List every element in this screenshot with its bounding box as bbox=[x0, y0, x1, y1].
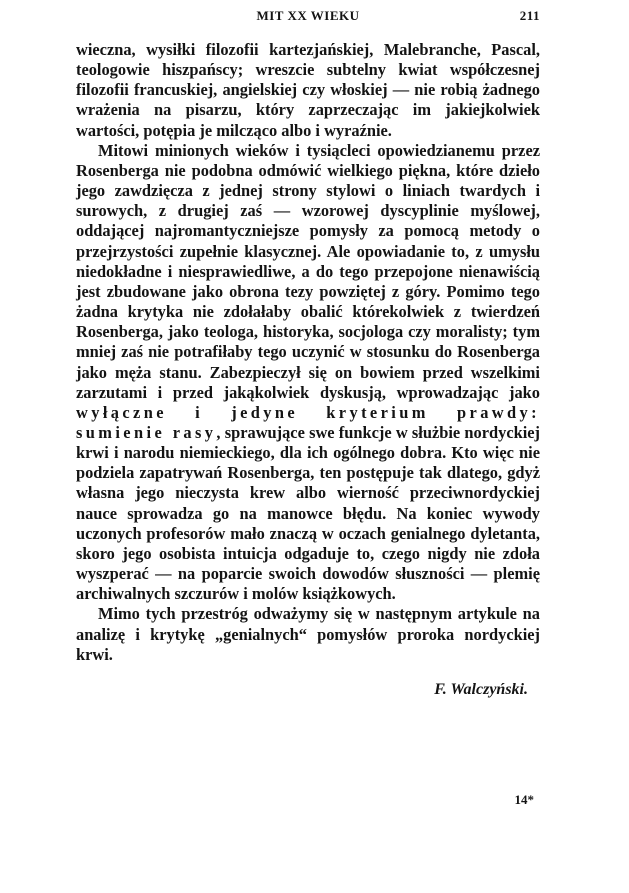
signature-mark: 14* bbox=[514, 792, 534, 807]
author-signature: F. Walczyński. bbox=[434, 681, 528, 698]
paragraph-3: Mimo tych przestróg odważymy się w następnym artykule na analizę i krytykę „genialnych“ pomysłów proroka nordyckiej krwi. bbox=[76, 604, 540, 664]
article-body bbox=[76, 40, 540, 665]
paragraph-2 bbox=[76, 141, 540, 605]
paragraph-1: wieczna, wysiłki filozofii kartezjańskiej, Malebranche, Pascal, teologowie hiszpańscy; wreszcie subtelny kwiat współczesnej filozofii francuskiej, angielskiej czy włoskiej — nie robią żadnego wrażenia na pisarzu, który zaprzeczając im jakiejkolwiek wartości, potępia je milcząco albo i wyraźnie. bbox=[76, 40, 540, 140]
running-title: MIT XX WIEKU bbox=[256, 8, 360, 23]
paragraph-2-spaced-emphasis: wyłączne i jedyne kryterium prawdy: sumienie rasy bbox=[76, 402, 540, 442]
running-head bbox=[76, 8, 540, 24]
paragraph-2-text-end: , sprawujące swe funkcje w służbie nordyckiej krwi i narodu niemieckiego, dla ich ogólnego dobra. Kto więc nie podziela zapatrywań Rosenberga, ten postępuje tak dlatego, gdyż własna jego nieczysta krew albo wierność przeciwnordyckiej nauce sprowadza go na manowce błędu. Na koniec wywody uczonych profesorów mało znaczą w oczach genialnego dyletanta, skoro jego osobista intuicja odgaduje to, czego nigdy nie zdoła wyszperać — na poparcie swoich dowodów słuszności — plemię archiwalnych szczurów i molów książkowych. bbox=[76, 422, 540, 604]
paragraph-2-text-start: Mitowi minionych wieków i tysiącleci opowiedzianemu przez Rosenberga nie podobna odmówić wielkiego piękna, które dzieło jego zawdzięcza z jednej strony stylowi o liniach twardych i surowych, z drugiej zaś — wzorowej dyscyplinie myślowej, oddającej najromantyczniejsze pomysły za pomocą metody o przejrzystości zupełnie klasycznej. Ale opowiadanie to, z umysłu niedokładne i niesprawiedliwe, a do tego przepojone nienawiścią jest zbudowane jako obrona tezy powziętej z góry. Pomimo tego żadna krytyka nie zdołałaby obalić którekolwiek z twierdzeń Rosenberga, jako teologa, historyka, socjologa czy moralisty; tym mniej zaś nie potrafiłaby tego uczynić w stosunku do Rosenberga jako męża stanu. Zabezpieczył się on bowiem przed wszelkimi zarzutami i przed jakąkolwiek dyskusją, wprowadzając jako bbox=[76, 140, 540, 402]
page-number: 211 bbox=[519, 8, 540, 23]
